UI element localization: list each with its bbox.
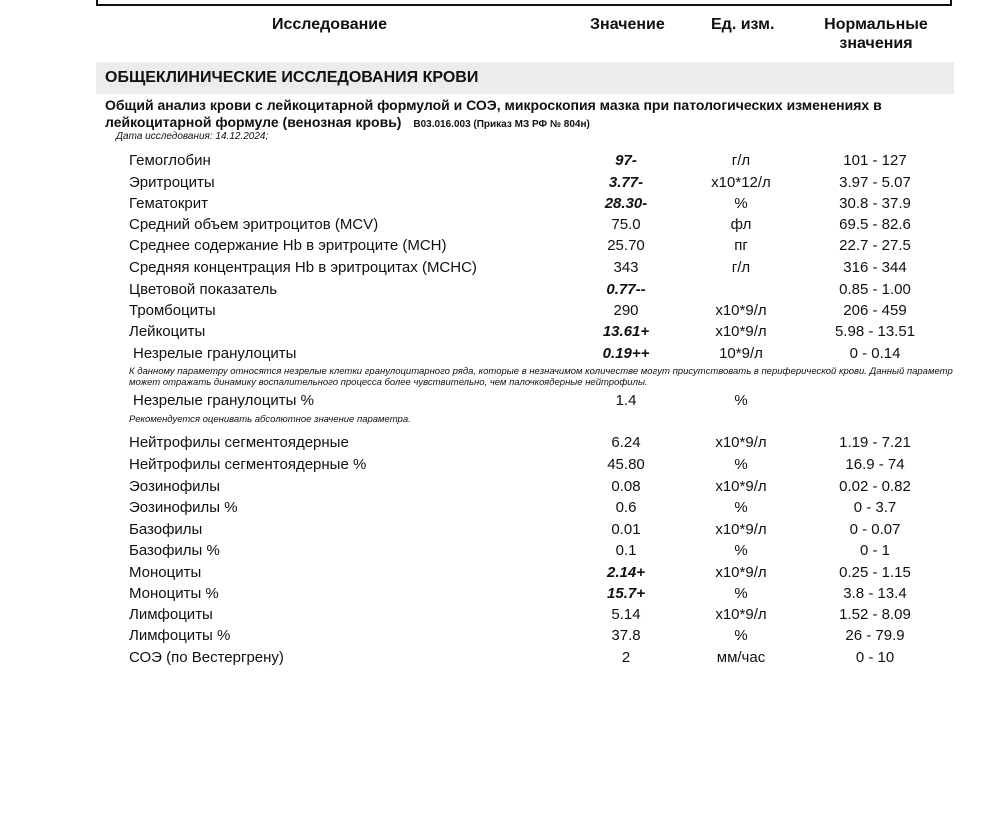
test-name-text: Общий анализ крови с лейкоцитарной формулой и СОЭ, микроскопия мазка при патологических изменениях в лейкоцитарной формуле (венозная кровь) — [105, 97, 882, 130]
result-row — [0, 150, 1000, 171]
result-row — [0, 583, 1000, 604]
result-value: 290 — [613, 302, 639, 319]
result-value: 0.1 — [615, 542, 637, 559]
column-header-test: Исследование — [272, 16, 387, 33]
result-reference-range: 5.98 - 13.51 — [834, 323, 916, 340]
result-value-flagged: 97- — [615, 152, 637, 169]
result-name: Цветовой показатель — [129, 281, 278, 298]
result-value-flagged: 0.77-- — [606, 281, 646, 298]
result-row — [0, 300, 1000, 321]
result-value: 0.01 — [611, 521, 641, 538]
result-reference-range: 0.85 - 1.00 — [839, 281, 911, 298]
result-unit: пг — [734, 237, 748, 254]
result-unit: x10*9/л — [715, 478, 767, 495]
result-reference-range: 26 - 79.9 — [845, 627, 905, 644]
result-name: Тромбоциты — [129, 302, 216, 319]
result-name: Нейтрофилы сегментоядерные % — [129, 456, 367, 473]
result-row — [0, 172, 1000, 193]
result-unit: x10*9/л — [715, 606, 767, 623]
result-name: Незрелые гранулоциты % — [133, 392, 314, 409]
test-name — [105, 97, 955, 133]
result-unit: % — [734, 456, 748, 473]
result-reference-range: 3.8 - 13.4 — [843, 585, 907, 602]
result-unit: фл — [730, 216, 752, 233]
result-row — [0, 562, 1000, 583]
result-name: Нейтрофилы сегментоядерные — [129, 434, 349, 451]
result-reference-range: 0 - 0.14 — [849, 345, 901, 362]
result-reference-range: 0.25 - 1.15 — [839, 564, 911, 581]
result-reference-range: 1.52 - 8.09 — [839, 606, 911, 623]
result-row — [0, 214, 1000, 235]
result-unit: % — [734, 627, 748, 644]
result-reference-range: 0 - 0.07 — [849, 521, 901, 538]
result-row — [0, 625, 1000, 646]
result-name: Гематокрит — [129, 195, 208, 212]
result-value: 5.14 — [611, 606, 641, 623]
result-reference-range: 22.7 - 27.5 — [839, 237, 911, 254]
column-header-unit: Ед. изм. — [711, 16, 775, 33]
result-name: Моноциты — [129, 564, 202, 581]
result-name: Средний объем эритроцитов (MCV) — [129, 216, 379, 233]
result-row — [0, 519, 1000, 540]
result-unit: x10*9/л — [715, 521, 767, 538]
result-row — [0, 343, 1000, 364]
column-header-value: Значение — [590, 16, 665, 33]
result-unit: x10*9/л — [715, 302, 767, 319]
result-value: 1.4 — [615, 392, 637, 409]
result-name: Гемоглобин — [129, 152, 211, 169]
result-row — [0, 497, 1000, 518]
result-value: 45.80 — [607, 456, 645, 473]
result-row — [0, 390, 1000, 411]
result-row — [0, 432, 1000, 453]
result-value: 25.70 — [607, 237, 645, 254]
result-name: Средняя концентрация Hb в эритроцитах (MCHC) — [129, 259, 477, 276]
result-value: 0.08 — [611, 478, 641, 495]
result-unit: г/л — [731, 259, 751, 276]
result-name: Базофилы — [129, 521, 203, 538]
result-unit: x10*9/л — [715, 564, 767, 581]
result-value-flagged: 2.14+ — [607, 564, 645, 581]
result-name: Моноциты % — [129, 585, 219, 602]
result-name: Лимфоциты % — [129, 627, 231, 644]
result-value-flagged: 15.7+ — [607, 585, 645, 602]
result-value-flagged: 28.30- — [604, 195, 648, 212]
result-row — [0, 193, 1000, 214]
result-reference-range: 0 - 10 — [855, 649, 895, 666]
result-row — [0, 321, 1000, 342]
result-value-flagged: 13.61+ — [602, 323, 650, 340]
result-reference-range: 0.02 - 0.82 — [839, 478, 911, 495]
result-row — [0, 604, 1000, 625]
column-header-reference-line1: Нормальные — [824, 16, 928, 33]
result-unit: x10*12/л — [711, 174, 771, 191]
result-unit: % — [734, 585, 748, 602]
result-name: Лейкоциты — [129, 323, 206, 340]
result-name: Среднее содержание Hb в эритроците (MCH) — [129, 237, 447, 254]
result-reference-range: 1.19 - 7.21 — [839, 434, 911, 451]
result-value-flagged: 0.19++ — [602, 345, 650, 362]
result-name: Эозинофилы % — [129, 499, 238, 516]
result-value: 343 — [613, 259, 639, 276]
result-reference-range: 0 - 1 — [859, 542, 890, 559]
result-name: Лимфоциты — [129, 606, 213, 623]
column-header-reference-line2: значения — [839, 35, 913, 52]
result-row — [0, 454, 1000, 475]
result-value: 37.8 — [611, 627, 641, 644]
result-reference-range: 69.5 - 82.6 — [839, 216, 911, 233]
note-immature-granulocytes: К данному параметру относятся незрелые клетки гранулоцитарного ряда, которые в незначимом количестве могут присутствовать в периферической крови. Данный параметр может отражать динамику воспалительного процесса более чувствительно, чем палочкоядерные нейтрофилы. — [129, 366, 953, 388]
result-unit: 10*9/л — [719, 345, 763, 362]
result-unit: мм/час — [716, 649, 766, 666]
result-unit: % — [734, 392, 748, 409]
result-row — [0, 540, 1000, 561]
result-reference-range: 0 - 3.7 — [853, 499, 897, 516]
result-name: Эозинофилы — [129, 478, 221, 495]
result-unit: % — [734, 542, 748, 559]
previous-section-frame — [96, 0, 952, 6]
note-absolute-value: Рекомендуется оценивать абсолютное значение параметра. — [129, 414, 411, 425]
result-value: 75.0 — [611, 216, 641, 233]
result-reference-range: 316 - 344 — [843, 259, 907, 276]
result-unit: x10*9/л — [715, 323, 767, 340]
result-value: 2 — [621, 649, 631, 666]
result-row — [0, 476, 1000, 497]
result-row — [0, 647, 1000, 668]
result-value: 6.24 — [611, 434, 641, 451]
result-value: 0.6 — [615, 499, 637, 516]
result-unit: % — [734, 195, 748, 212]
result-reference-range: 30.8 - 37.9 — [839, 195, 911, 212]
test-code: B03.016.003 (Приказ МЗ РФ № 804н) — [413, 119, 590, 130]
result-reference-range: 16.9 - 74 — [845, 456, 905, 473]
result-unit: г/л — [731, 152, 751, 169]
result-name: Эритроциты — [129, 174, 215, 191]
result-unit: % — [734, 499, 748, 516]
study-date: Дата исследования: 14.12.2024; — [116, 131, 269, 142]
section-title: ОБЩЕКЛИНИЧЕСКИЕ ИССЛЕДОВАНИЯ КРОВИ — [96, 62, 954, 94]
result-row — [0, 235, 1000, 256]
result-row — [0, 279, 1000, 300]
result-unit: x10*9/л — [715, 434, 767, 451]
column-header-reference — [810, 15, 942, 53]
result-reference-range: 206 - 459 — [843, 302, 907, 319]
result-name: СОЭ (по Вестергрену) — [129, 649, 284, 666]
result-reference-range: 101 - 127 — [843, 152, 907, 169]
result-name: Базофилы % — [129, 542, 220, 559]
result-row — [0, 257, 1000, 278]
result-value-flagged: 3.77- — [608, 174, 644, 191]
result-name: Незрелые гранулоциты — [133, 345, 297, 362]
result-reference-range: 3.97 - 5.07 — [839, 174, 911, 191]
